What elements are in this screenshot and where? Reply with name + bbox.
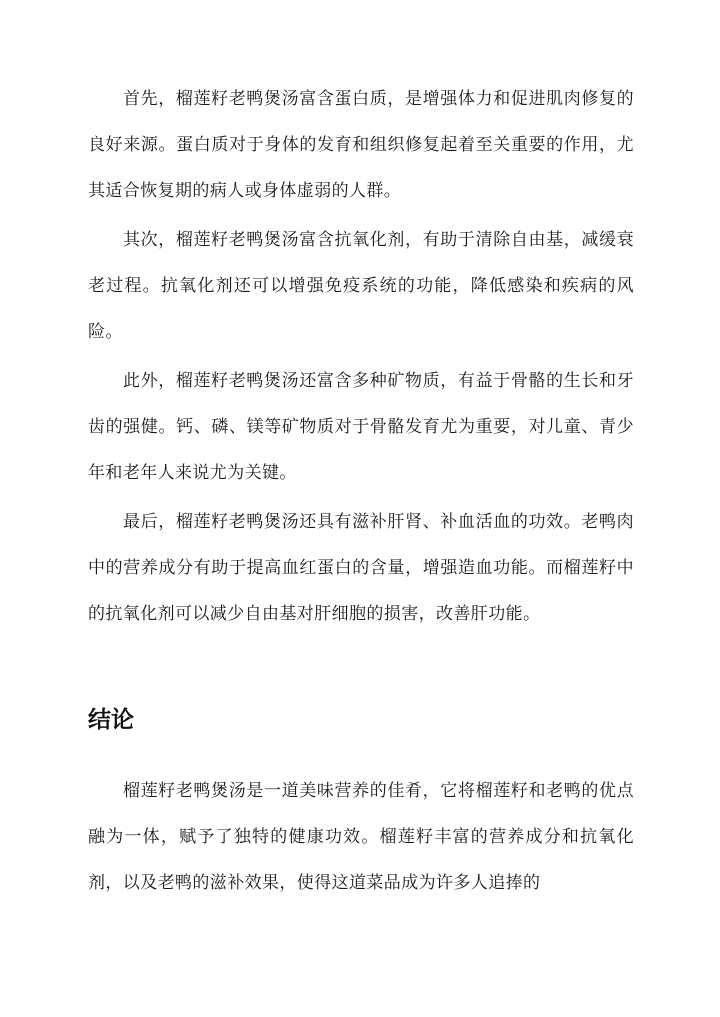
paragraph-liver-kidney: 最后，榴莲籽老鸭煲汤还具有滋补肝肾、补血活血的功效。老鸭肉中的营养成分有助于提高血红蛋白的含量，增强造血功能。而榴莲籽中的抗氧化剂可以减少自由基对肝细胞的损害，改善肝功能。 (88, 512, 634, 624)
conclusion-heading: 结论 (88, 707, 134, 733)
conclusion-paragraph: 榴莲籽老鸭煲汤是一道美味营养的佳肴，它将榴莲籽和老鸭的优点融为一体，赋予了独特的健康功效。榴莲籽丰富的营养成分和抗氧化剂，以及老鸭的滋补效果，使得这道菜品成为许多人追捧的 (88, 781, 634, 893)
paragraph-minerals: 此外，榴莲籽老鸭煲汤还富含多种矿物质，有益于骨骼的生长和牙齿的强健。钙、磷、镁等矿物质对于骨骼发育尤为重要，对儿童、青少年和老年人来说尤为关键。 (88, 371, 634, 483)
paragraph-antioxidants: 其次，榴莲籽老鸭煲汤富含抗氧化剂，有助于清除自由基，减缓衰老过程。抗氧化剂还可以增强免疫系统的功能，降低感染和疾病的风险。 (88, 230, 634, 342)
paragraph-protein: 首先，榴莲籽老鸭煲汤富含蛋白质，是增强体力和促进肌肉修复的良好来源。蛋白质对于身体的发育和组织修复起着至关重要的作用，尤其适合恢复期的病人或身体虚弱的人群。 (88, 89, 634, 201)
